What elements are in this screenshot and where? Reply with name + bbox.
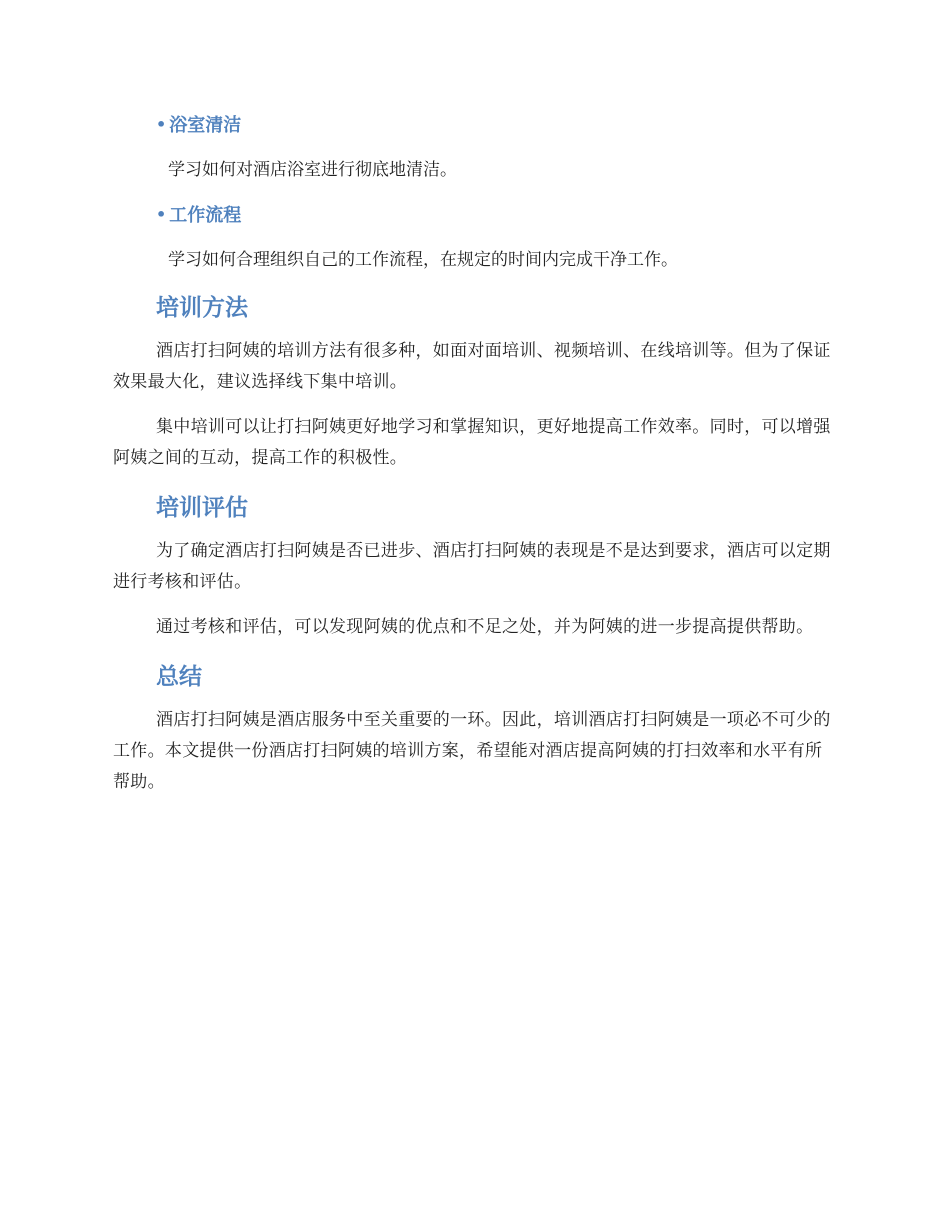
- paragraph: 通过考核和评估，可以发现阿姨的优点和不足之处，并为阿姨的进一步提高提供帮助。: [156, 617, 814, 637]
- document-content: [113, 108, 838, 812]
- paragraph: 酒店打扫阿姨的培训方法有很多种，如面对面培训、视频培训、在线培训等。但为了保证效果最大化，建议选择线下集中培训。: [113, 341, 831, 392]
- bullet-title: 浴室清洁: [169, 115, 242, 136]
- paragraph: 集中培训可以让打扫阿姨更好地学习和掌握知识，更好地提高工作效率。同时，可以增强阿姨之间的互动，提高工作的积极性。: [113, 417, 831, 468]
- section-heading-evaluation: 培训评估: [156, 495, 248, 521]
- paragraph: 酒店打扫阿姨是酒店服务中至关重要的一环。因此，培训酒店打扫阿姨是一项必不可少的工作。本文提供一份酒店打扫阿姨的培训方案，希望能对酒店提高阿姨的打扫效率和水平有所帮助。: [113, 710, 831, 792]
- section-heading-methods: 培训方法: [156, 295, 248, 321]
- bullet-body: 学习如何合理组织自己的工作流程，在规定的时间内完成干净工作。: [168, 250, 678, 270]
- paragraph: 为了确定酒店打扫阿姨是否已进步、酒店打扫阿姨的表现是不是达到要求，酒店可以定期进行考核和评估。: [113, 541, 831, 592]
- bullet-title: 工作流程: [169, 205, 242, 226]
- bullet-heading-bathroom: [156, 108, 838, 140]
- bullet-heading-workflow: [156, 198, 838, 230]
- section-heading-summary: 总结: [156, 664, 202, 690]
- bullet-dot-icon: •: [156, 114, 167, 134]
- bullet-dot-icon: •: [156, 204, 167, 224]
- bullet-body: 学习如何对酒店浴室进行彻底地清洁。: [168, 160, 457, 180]
